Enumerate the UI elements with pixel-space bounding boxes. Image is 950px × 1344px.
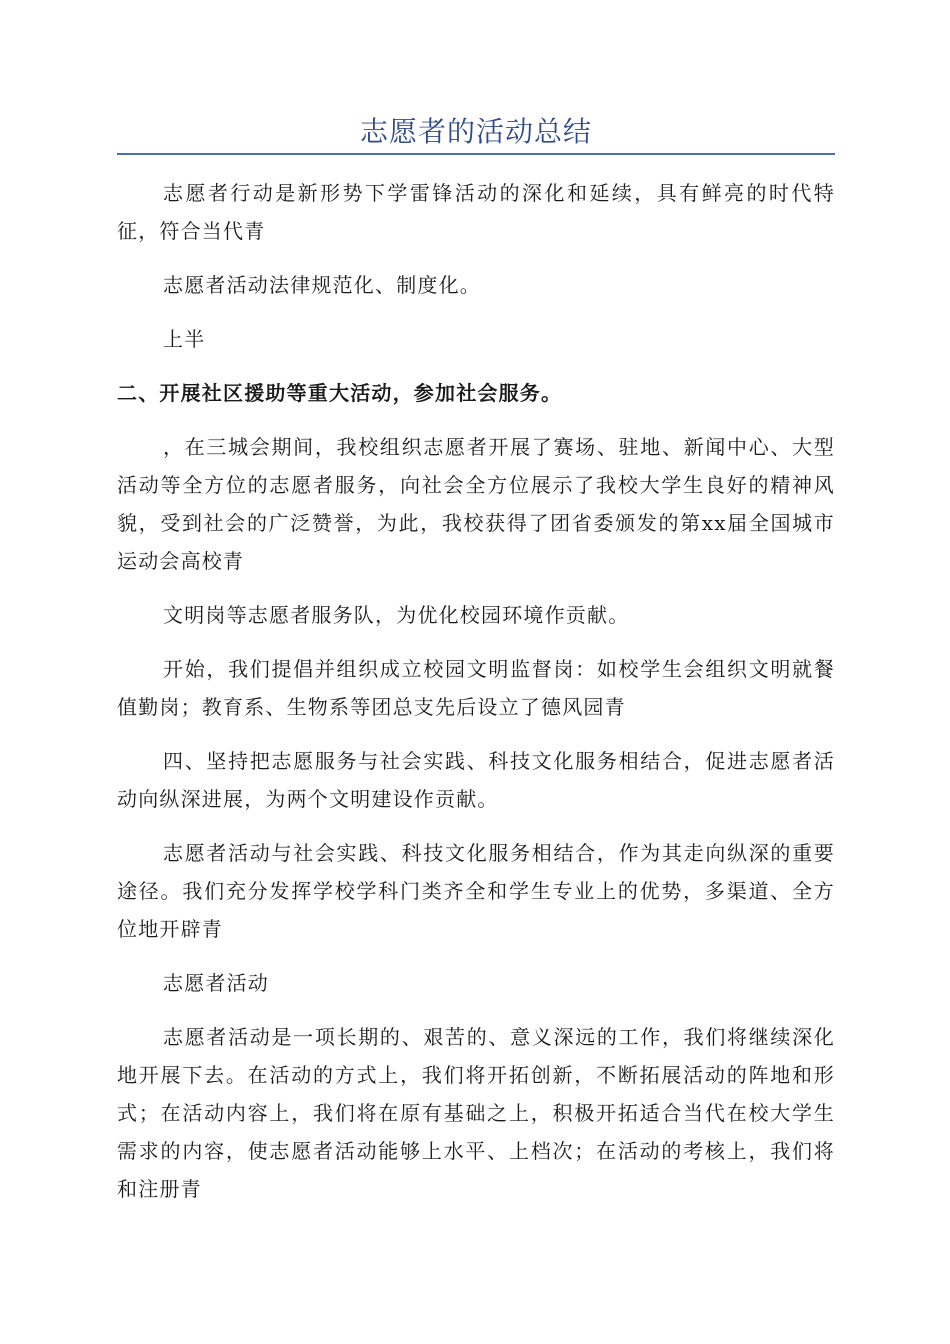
title-underline: [117, 153, 835, 155]
section-heading-4: 四、坚持把志愿服务与社会实践、科技文化服务相结合，促进志愿者活动向纵深进展，为两个文明建设作贡献。: [117, 749, 835, 811]
paragraph-social-practice: 志愿者活动与社会实践、科技文化服务相结合，作为其走向纵深的重要途径。我们充分发挥学校学科门类齐全和学生专业上的优势，多渠道、全方位地开辟青: [117, 841, 835, 941]
paragraph-law: 志愿者活动法律规范化、制度化。: [163, 273, 481, 297]
page-title: 志愿者的活动总结: [359, 115, 592, 148]
paragraph-long-term: 志愿者活动是一项长期的、艰苦的、意义深远的工作，我们将继续深化地开展下去。在活动的方式上，我们将开拓创新，不断拓展活动的阵地和形式；在活动内容上，我们将在原有基础之上，积极开拓适合当代在校大学生需求的内容，使志愿者活动能够上水平、上档次；在活动的考核上，我们将和注册青: [117, 1025, 835, 1201]
section-heading-2: 二、开展社区援助等重大活动，参加社会服务。: [117, 381, 563, 405]
paragraph-civility-posts: 文明岗等志愿者服务队，为优化校园环境作贡献。: [163, 603, 630, 627]
document-body: [117, 174, 835, 1224]
paragraph-volunteer-activity: 志愿者活动: [163, 971, 269, 995]
paragraph-intro: 志愿者行动是新形势下学雷锋活动的深化和延续，具有鲜亮的时代特征，符合当代青: [117, 181, 835, 243]
paragraph-first-half: 上半: [163, 327, 206, 351]
paragraph-city-games: ，在三城会期间，我校组织志愿者开展了赛场、驻地、新闻中心、大型活动等全方位的志愿者服务，向社会全方位展示了我校大学生良好的精神风貌，受到社会的广泛赞誉，为此，我校获得了团省委颁发的第xx届全国城市运动会高校青: [117, 435, 835, 573]
paragraph-campus-supervision: 开始，我们提倡并组织成立校园文明监督岗：如校学生会组织文明就餐值勤岗；教育系、生物系等团总支先后设立了德风园青: [117, 657, 835, 719]
